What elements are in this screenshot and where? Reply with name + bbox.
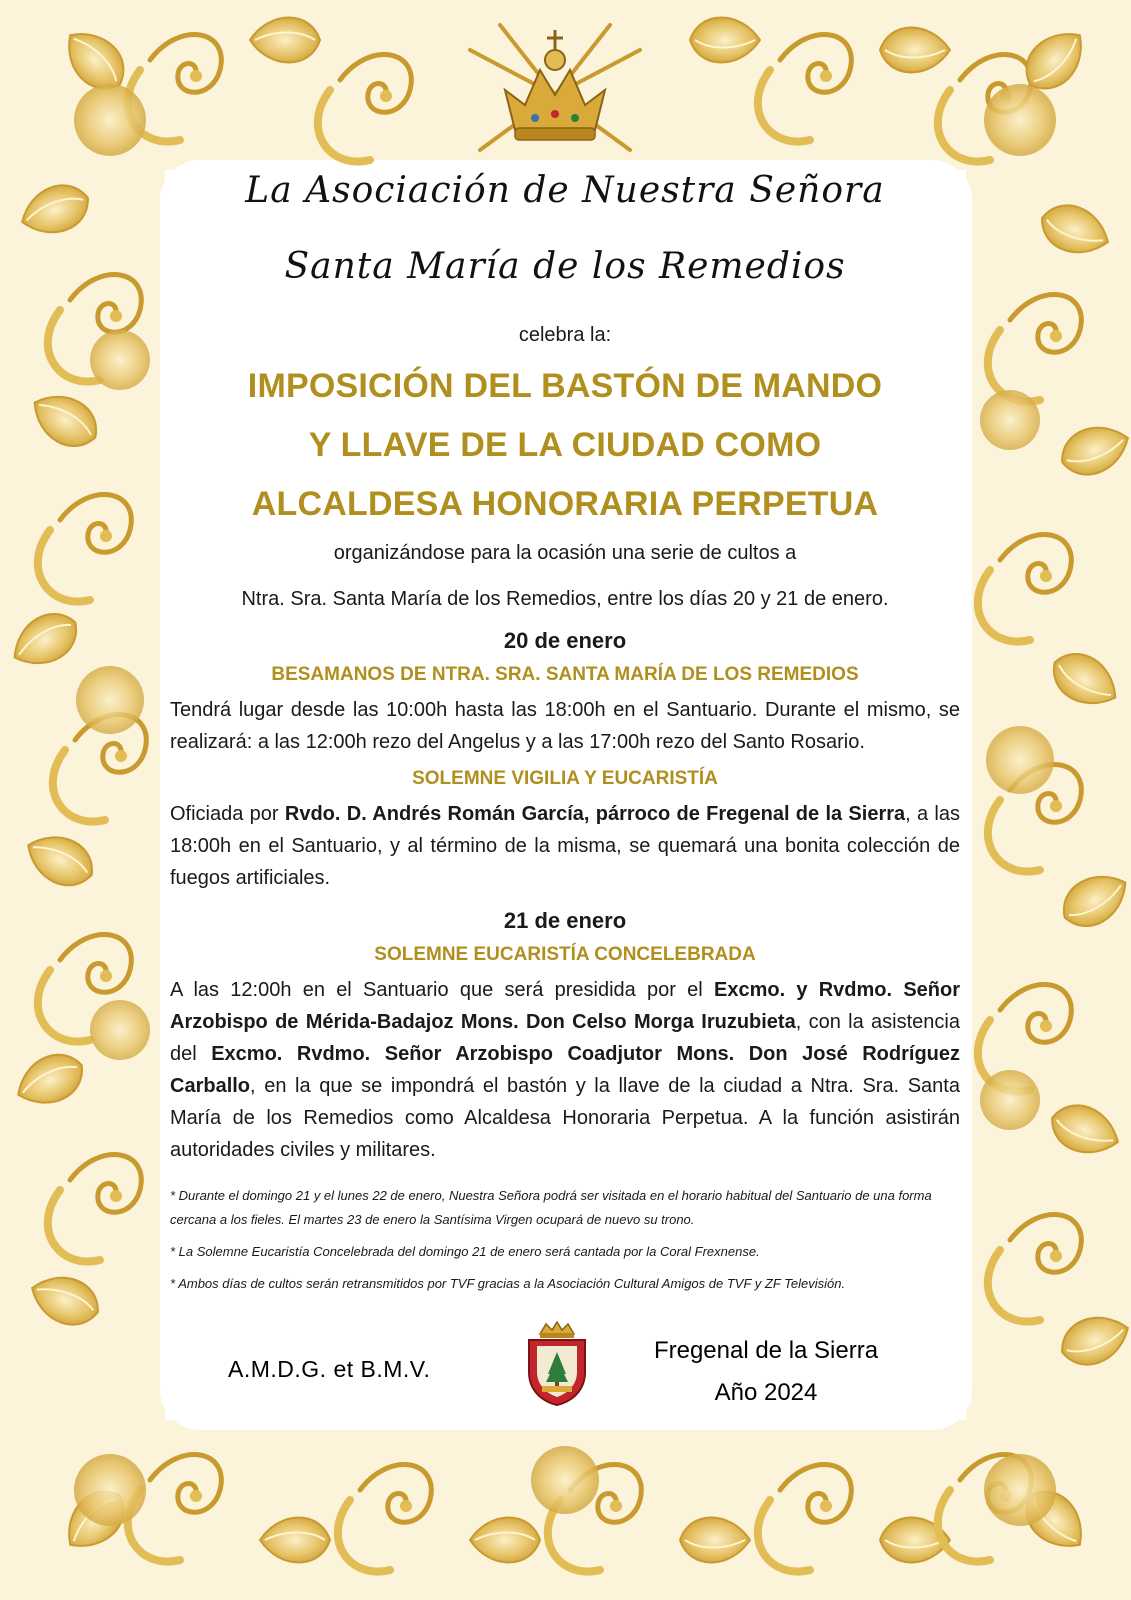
footnote-3: * Ambos días de cultos serán retransmitidos por TVF gracias a la Asociación Cultural Amigos de TVF y ZF Televisión.	[170, 1276, 846, 1291]
year-label: Año 2024	[714, 1379, 818, 1406]
text-run: , a las 18:00h en el Santuario, y al término de la misma, se quemará una bonita colección de fuegos artificiales.	[170, 803, 960, 889]
text-run: A las 12:00h en el Santuario que será presidida por el	[170, 979, 714, 1001]
text-run-bold: Excmo. y Rvdmo. Señor Arzobispo de Mérida-Badajoz Mons. Don Celso Morga Iruzubieta	[170, 979, 960, 1033]
day1-event1-text: Tendrá lugar desde las 10:00h hasta las 18:00h en el Santuario. Durante el mismo, se realizará: a las 12:00h rezo del Angelus y a las 17:00h rezo del Santo Rosario.	[170, 699, 960, 753]
day2-event-text	[170, 974, 960, 1166]
day1-event2-title: SOLEMNE VIGILIA Y EUCARISTÍA	[412, 768, 718, 789]
text-run: , en la que se impondrá el bastón y la llave de la ciudad a Ntra. Sra. Santa María de los Remedios como Alcaldesa Honoraria Perpetua. A la función asistirán autoridades civiles y militares.	[170, 1075, 960, 1161]
intro-celebra: celebra la:	[518, 324, 612, 346]
day1-event1-title: BESAMANOS DE NTRA. SRA. SANTA MARÍA DE LOS REMEDIOS	[271, 664, 859, 685]
intro-line-2: Ntra. Sra. Santa María de los Remedios, entre los días 20 y 21 de enero.	[241, 588, 889, 610]
day2-date: 21 de enero	[503, 908, 627, 933]
place-name: Fregenal de la Sierra	[653, 1337, 879, 1364]
header-line-1: La Asociación de Nuestra Señora	[245, 170, 885, 211]
text-run: Oficiada por	[170, 803, 285, 825]
coat-of-arms-icon	[524, 1320, 590, 1406]
intro-text	[170, 530, 960, 622]
amdg-motto: A.M.D.G. et B.M.V.	[228, 1356, 431, 1382]
day2-event-title: SOLEMNE EUCARISTÍA CONCELEBRADA	[374, 944, 756, 965]
title-line-3: ALCALDESA HONORARIA PERPETUA	[251, 485, 879, 523]
footnote-1: * Durante el domingo 21 y el lunes 22 de enero, Nuestra Señora podrá ser visitada en el horario habitual del Santuario de una forma cercana a los fieles. El martes 23 de enero la Santísima Virgen ocupará de nuevo su trono.	[170, 1188, 932, 1227]
day1-event2-text	[170, 798, 960, 894]
place-and-year	[640, 1330, 892, 1414]
footnotes	[170, 1184, 960, 1296]
text-run-bold: Rvdo. D. Andrés Román García, párroco de Fregenal de la Sierra	[284, 803, 906, 825]
intro-line-1: organizándose para la ocasión una serie de cultos a	[333, 542, 797, 564]
document-body	[170, 168, 960, 1304]
main-title	[170, 357, 960, 534]
text-run-bold: Excmo. Rvdmo. Señor Arzobispo Coadjutor Mons. Don José Rodríguez Carballo	[170, 1043, 961, 1097]
text-run: , con la asistencia del	[170, 1011, 960, 1065]
title-line-2: Y LLAVE DE LA CIUDAD COMO	[308, 426, 822, 464]
footnote-2: * La Solemne Eucaristía Concelebrada del domingo 21 de enero será cantada por la Coral Frexnense.	[170, 1244, 760, 1259]
day1-date: 20 de enero	[503, 628, 627, 653]
title-line-1: IMPOSICIÓN DEL BASTÓN DE MANDO	[247, 367, 883, 405]
header-line-2: Santa María de los Remedios	[284, 246, 846, 287]
